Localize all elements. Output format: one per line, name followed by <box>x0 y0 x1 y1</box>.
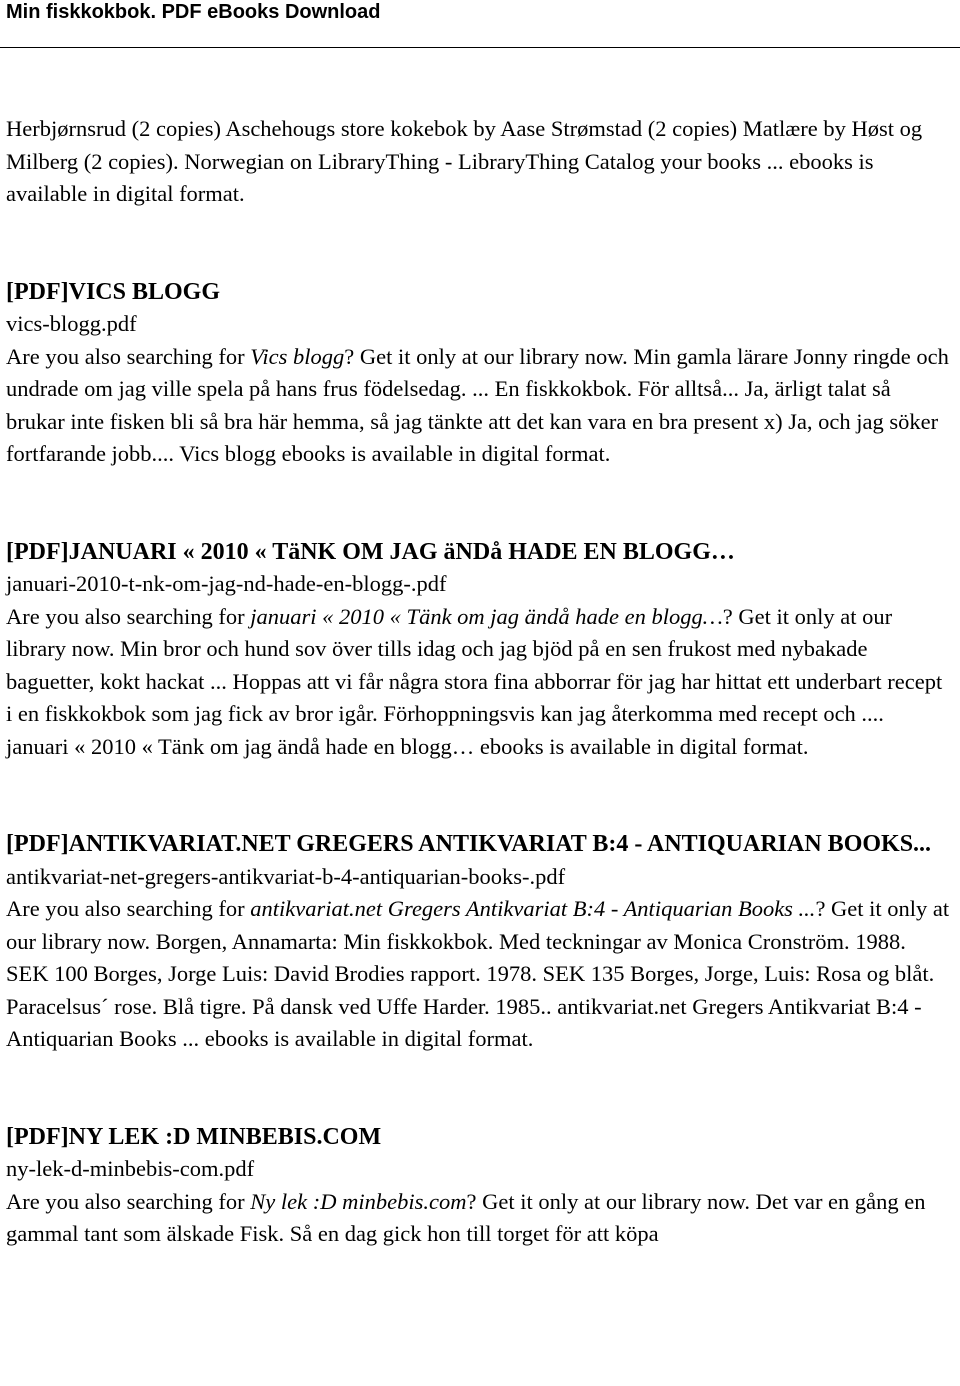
search-query: januari « 2010 « Tänk om jag ändå hade en blogg… <box>250 603 723 629</box>
search-prompt: Are you also searching for <box>6 603 251 629</box>
search-query: antikvariat.net Gregers Antikvariat B:4 - Antiquarian Books ... <box>250 896 816 921</box>
entry-description <box>6 601 952 764</box>
entry-vics-blogg <box>6 276 952 471</box>
entry-title[interactable]: [PDF]JANUARI « 2010 « TäNK OM JAG äNDå HADE EN BLOGG… <box>6 538 735 565</box>
entry-summary: ? Get it only at our library now. Borgen, Annamarta: Min fiskkokbok. Med teckningar av Monica Cronström. 1988. SEK 100 Borges, Jorge Luis: David Brodies rapport. 1978. SEK 135 Borges, Jorge, Luis: Rosa og blåt. Paracelsus´ rose. Blå tigre. På dansk ved Uffe Harder. 1985.. antikvariat.net Gregers Antikvariat B:4 - Antiquarian Books ... ebooks is available in digital format. <box>6 896 950 1051</box>
entry-antikvariat-net <box>6 828 952 1056</box>
entry-summary: ? Get it only at our library now. Min gamla lärare Jonny ringde och undrade om jag ville spela på hans frus födelsedag. ... En fiskkokbok. För alltså... Ja, ärligt talat så brukar inte fisken bli så bra här hemma, så jag tänkte att det kan vara en bra present x) Ja, och jag söker fortfarande jobb.... Vics blogg ebooks is available in digital format. <box>6 343 949 466</box>
entry-description <box>6 341 952 471</box>
entry-filename: vics-blogg.pdf <box>6 311 137 336</box>
entry-ny-lek <box>6 1121 952 1251</box>
entry-filename: ny-lek-d-minbebis-com.pdf <box>6 1156 255 1181</box>
document-body <box>6 113 952 1251</box>
entry-summary: ? Get it only at our library now. Det var en gång en gammal tant som älskade Fisk. Så en dag gick hon till torget för att köpa <box>6 1188 926 1246</box>
header-divider <box>0 47 960 48</box>
entry-title[interactable]: [PDF]ANTIKVARIAT.NET GREGERS ANTIKVARIAT B:4 - ANTIQUARIAN BOOKS... <box>6 831 932 857</box>
entry-summary: ? Get it only at our library now. Min bror och hund sov över tills idag och jag bjöd på en sen frukost med nybakade baguetter, kokt hackat ... Hoppas att vi får några stora fina abborrar för jag har hittat ett underbart recept i en fiskkokbok som jag fick av bror igår. Förhoppningsvis kan jag återkomma med recept och .... januari « 2010 « Tänk om jag ändå hade en blogg… ebooks is available in digital format. <box>6 603 943 759</box>
entry-title[interactable]: [PDF]VICS BLOGG <box>6 278 221 305</box>
search-query: Ny lek :D minbebis.com <box>250 1188 467 1214</box>
search-prompt: Are you also searching for <box>6 343 251 369</box>
entry-filename: antikvariat-net-gregers-antikvariat-b-4-antiquarian-books-.pdf <box>6 863 566 889</box>
search-prompt: Are you also searching for <box>6 1188 251 1214</box>
entry-filename: januari-2010-t-nk-om-jag-nd-hade-en-blogg-.pdf <box>6 571 447 596</box>
entry-description <box>6 893 952 1056</box>
search-query: Vics blogg <box>250 343 345 369</box>
search-prompt: Are you also searching for <box>6 896 251 921</box>
page-header-title: Min fiskkokbok. PDF eBooks Download <box>6 1 381 23</box>
entry-description <box>6 1186 952 1251</box>
entry-title[interactable]: [PDF]NY LEK :D MINBEBIS.COM <box>6 1123 382 1150</box>
intro-paragraph: Herbjørnsrud (2 copies) Aschehougs store kokebok by Aase Strømstad (2 copies) Matlære by Høst og Milberg (2 copies). Norwegian on LibraryThing - LibraryThing Catalog your books ... ebooks is available in digital format. <box>6 116 923 206</box>
entry-januari-2010 <box>6 536 952 764</box>
